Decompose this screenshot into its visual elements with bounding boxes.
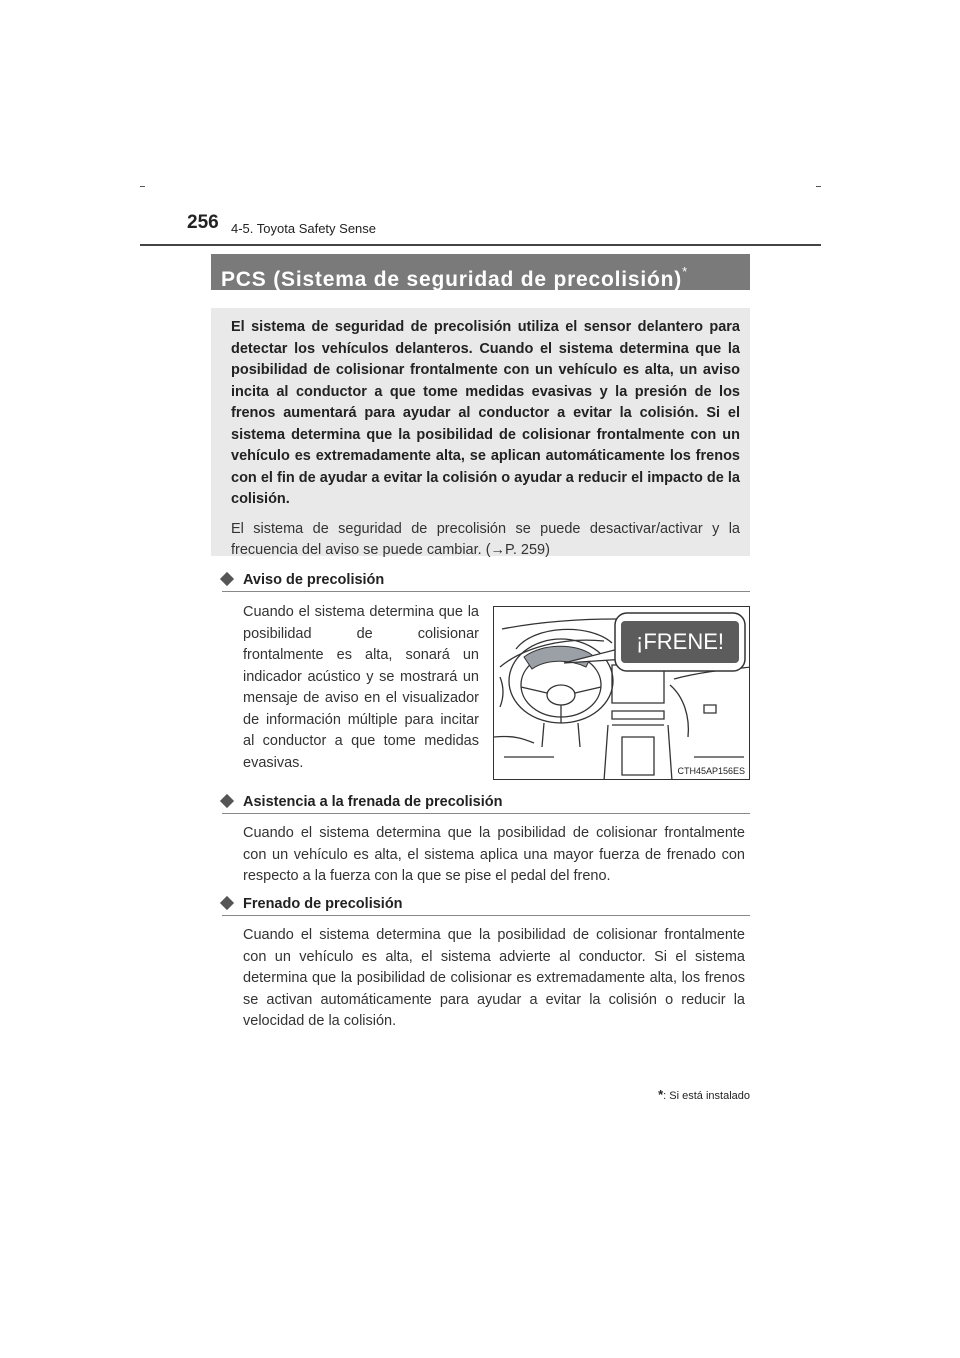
- dashboard-illustration: [493, 606, 750, 780]
- subheading-aviso: [222, 572, 750, 592]
- diamond-bullet-icon: [220, 572, 234, 586]
- page-title-text: PCS (Sistema de seguridad de precolisión): [221, 268, 683, 291]
- subheading-aviso-label: Aviso de precolisión: [243, 572, 385, 588]
- asistencia-body: Cuando el sistema determina que la posibilidad de colisionar frontalmente con un vehículo es alta, el sistema aplica una mayor fuerza de frenado con respecto a la fuerza con la que se pise el pedal del freno.: [243, 825, 745, 884]
- footnote-text: : Si está instalado: [663, 1090, 750, 1102]
- footnote: [620, 1087, 750, 1102]
- subheading-asistencia-label: Asistencia a la frenada de precolisión: [243, 794, 503, 810]
- diamond-bullet-icon: [220, 896, 234, 910]
- subheading-frenado: [222, 896, 750, 916]
- page-title: [211, 254, 750, 290]
- crop-mark-right: [816, 186, 821, 187]
- crop-mark-left: [140, 186, 145, 187]
- header-rule: [140, 244, 821, 246]
- intro-summary: El sistema de seguridad de precolisión utiliza el sensor delantero para detectar los vehículos delanteros. Cuando el sistema determina que la posibilidad de colisionar frontalmente con un vehículo es alta, un aviso incita al conductor a que tome medidas evasivas y la presión de los frenos aumentará para ayudar al conductor a evitar la colisión. Si el sistema determina que la posibilidad de colisionar frontalmente con un vehículo es extremadamente alta, se aplican automáticamente los frenos con el fin de ayudar a evitar la colisión o ayudar a reducir el impacto de la colisión.: [231, 319, 740, 507]
- page-number: 256: [187, 212, 219, 233]
- diamond-bullet-icon: [220, 794, 234, 808]
- intro-box: [211, 308, 750, 556]
- intro-note: El sistema de seguridad de precolisión se puede desactivar/activar y la frecuencia del aviso se puede cambiar. (→P. 259): [231, 520, 740, 558]
- subheading-asistencia: [222, 794, 750, 814]
- section-label: 4-5. Toyota Safety Sense: [231, 221, 377, 236]
- footnote-marker: *: [658, 1087, 664, 1102]
- subheading-frenado-label: Frenado de precolisión: [243, 896, 403, 912]
- figure-code: CTH45AP156ES: [677, 766, 745, 776]
- dashboard-drawing: [494, 607, 750, 780]
- title-footnote-marker: *: [682, 264, 688, 279]
- frene-warning-text: ¡FRENE!: [636, 629, 724, 654]
- aviso-body: Cuando el sistema determina que la posibilidad de colisionar frontalmente es alta, sonará un indicador acústico y se mostrará un mensaje de aviso en el visualizador de información múltiple para incitar al conductor a que tome medidas evasivas.: [243, 604, 479, 771]
- frenado-body: Cuando el sistema determina que la posibilidad de colisionar frontalmente con un vehículo es alta, el sistema advierte al conductor. Si el sistema determina que la posibilidad de colisionar es extremadamente alta, los frenos se activan automáticamente para ayudar a evitar la colisión o reducir la velocidad de la colisión.: [243, 927, 745, 1029]
